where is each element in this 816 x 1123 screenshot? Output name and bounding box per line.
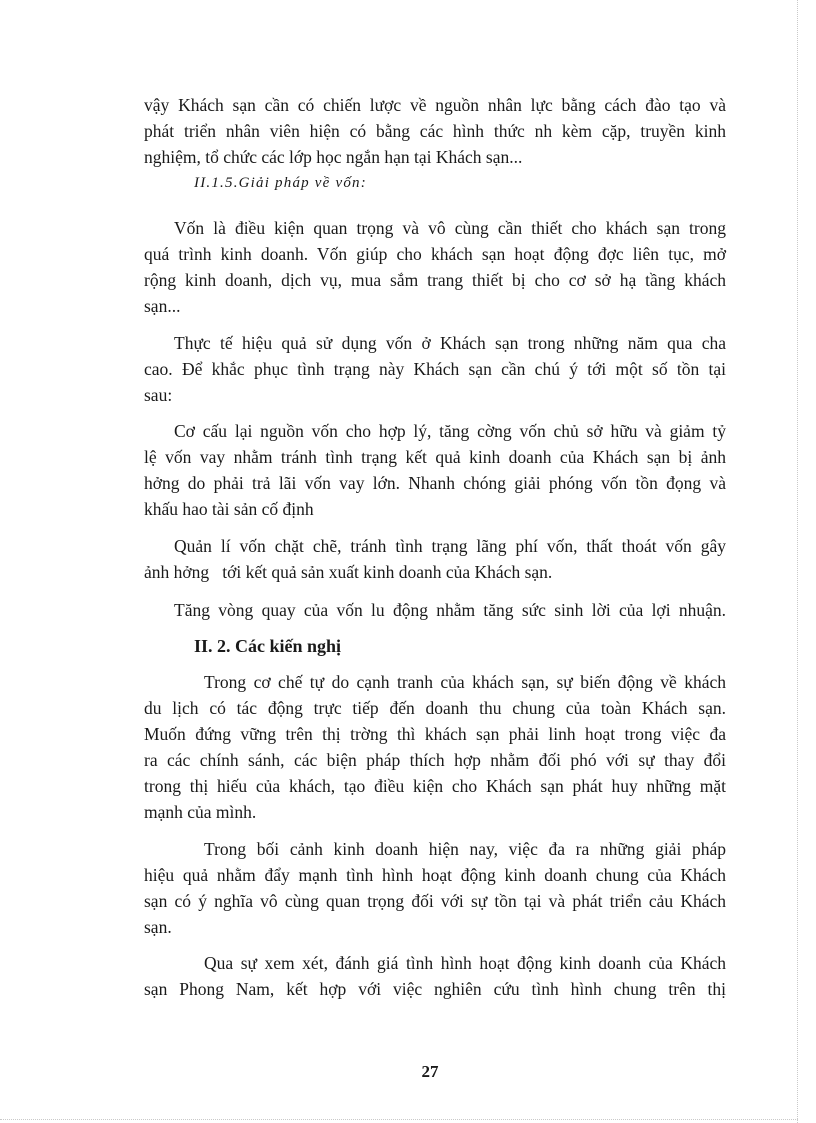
paragraph-line: Trong cơ chế tự do cạnh tranh của khách sạn, sự biến động về khách — [204, 672, 726, 692]
paragraph-line: ảnh hởng tới kết quả sản xuất kinh doanh của Khách sạn. — [144, 562, 553, 582]
section-heading-capital: II.1.5.Giải pháp về vốn: — [194, 175, 367, 191]
paragraph-line: hiệu quả nhằm đẩy mạnh tình hình hoạt động kinh doanh chung của Khách — [144, 865, 726, 885]
paragraph-line: vậy Khách sạn cần có chiến lược về nguồn nhân lực bằng cách đào tạo và — [144, 95, 726, 115]
paragraph-line: Cơ cấu lại nguồn vốn cho hợp lý, tăng cờng vốn chủ sở hữu và giảm tỷ — [174, 421, 726, 441]
paragraph-line: sạn. — [144, 917, 172, 937]
paragraph-line: Muốn đứng vững trên thị trờng thì khách sạn phải linh hoạt trong việc đa — [144, 724, 726, 744]
page-edge-rule — [797, 0, 798, 1123]
paragraph-line: Quản lí vốn chặt chẽ, tránh tình trạng lãng phí vốn, thất thoát vốn gây — [174, 536, 726, 556]
paragraph-line: phát triển nhân viên hiện có bằng các hình thức nh kèm cặp, truyền kinh — [144, 121, 726, 141]
paragraph-line: Tăng vòng quay của vốn lu động nhằm tăng sức sinh lời của lợi nhuận. — [174, 600, 726, 620]
paragraph-line: sạn có ý nghĩa vô cùng quan trọng đối với sự tồn tại và phát triển cảu Khách — [144, 891, 726, 911]
paragraph-line: khấu hao tài sản cố định — [144, 499, 314, 519]
paragraph-line: mạnh của mình. — [144, 802, 257, 822]
paragraph-line: Vốn là điều kiện quan trọng và vô cùng cần thiết cho khách sạn trong — [174, 218, 726, 238]
section-heading-recommendations: II. 2. Các kiến nghị — [194, 636, 342, 656]
paragraph-line: Thực tế hiệu quả sử dụng vốn ở Khách sạn trong những năm qua cha — [174, 333, 726, 353]
paragraph-line: cao. Để khắc phục tình trạng này Khách sạn cần chú ý tới một số tồn tại — [144, 359, 726, 379]
paragraph-line: rộng kinh doanh, dịch vụ, mua sắm trang thiết bị cho cơ sở hạ tầng khách — [144, 270, 726, 290]
paragraph-line: Qua sự xem xét, đánh giá tình hình hoạt động kinh doanh của Khách — [204, 953, 726, 973]
paragraph-line: nghiệm, tổ chức các lớp học ngắn hạn tại Khách sạn... — [144, 147, 523, 167]
paragraph-line: du lịch có tác động trực tiếp đến doanh thu chung của toàn Khách sạn. — [144, 698, 726, 718]
page-edge-rule — [0, 1119, 798, 1120]
paragraph-line: Trong bối cảnh kinh doanh hiện nay, việc đa ra những giải pháp — [204, 839, 726, 859]
paragraph-line: ra các chính sánh, các biện pháp thích hợp nhằm đối phó với sự thay đổi — [144, 750, 726, 770]
paragraph-line: quá trình kinh doanh. Vốn giúp cho khách sạn hoạt động đợc liên tục, mở — [144, 244, 726, 264]
paragraph-line: lệ vốn vay nhằm tránh tình trạng kết quả kinh doanh của Khách sạn bị ảnh — [144, 447, 726, 467]
paragraph-line: trong thị hiếu của khách, tạo điều kiện cho Khách sạn phát huy những mặt — [144, 776, 726, 796]
paragraph-line: sạn... — [144, 296, 181, 316]
page-number: 27 — [421, 1062, 439, 1081]
paragraph-line: hởng do phải trả lãi vốn vay lớn. Nhanh chóng giải phóng vốn tồn đọng và — [144, 473, 726, 493]
paragraph-line: sau: — [144, 385, 173, 405]
paragraph-line: sạn Phong Nam, kết hợp với việc nghiên cứu tình hình chung trên thị — [144, 979, 726, 999]
